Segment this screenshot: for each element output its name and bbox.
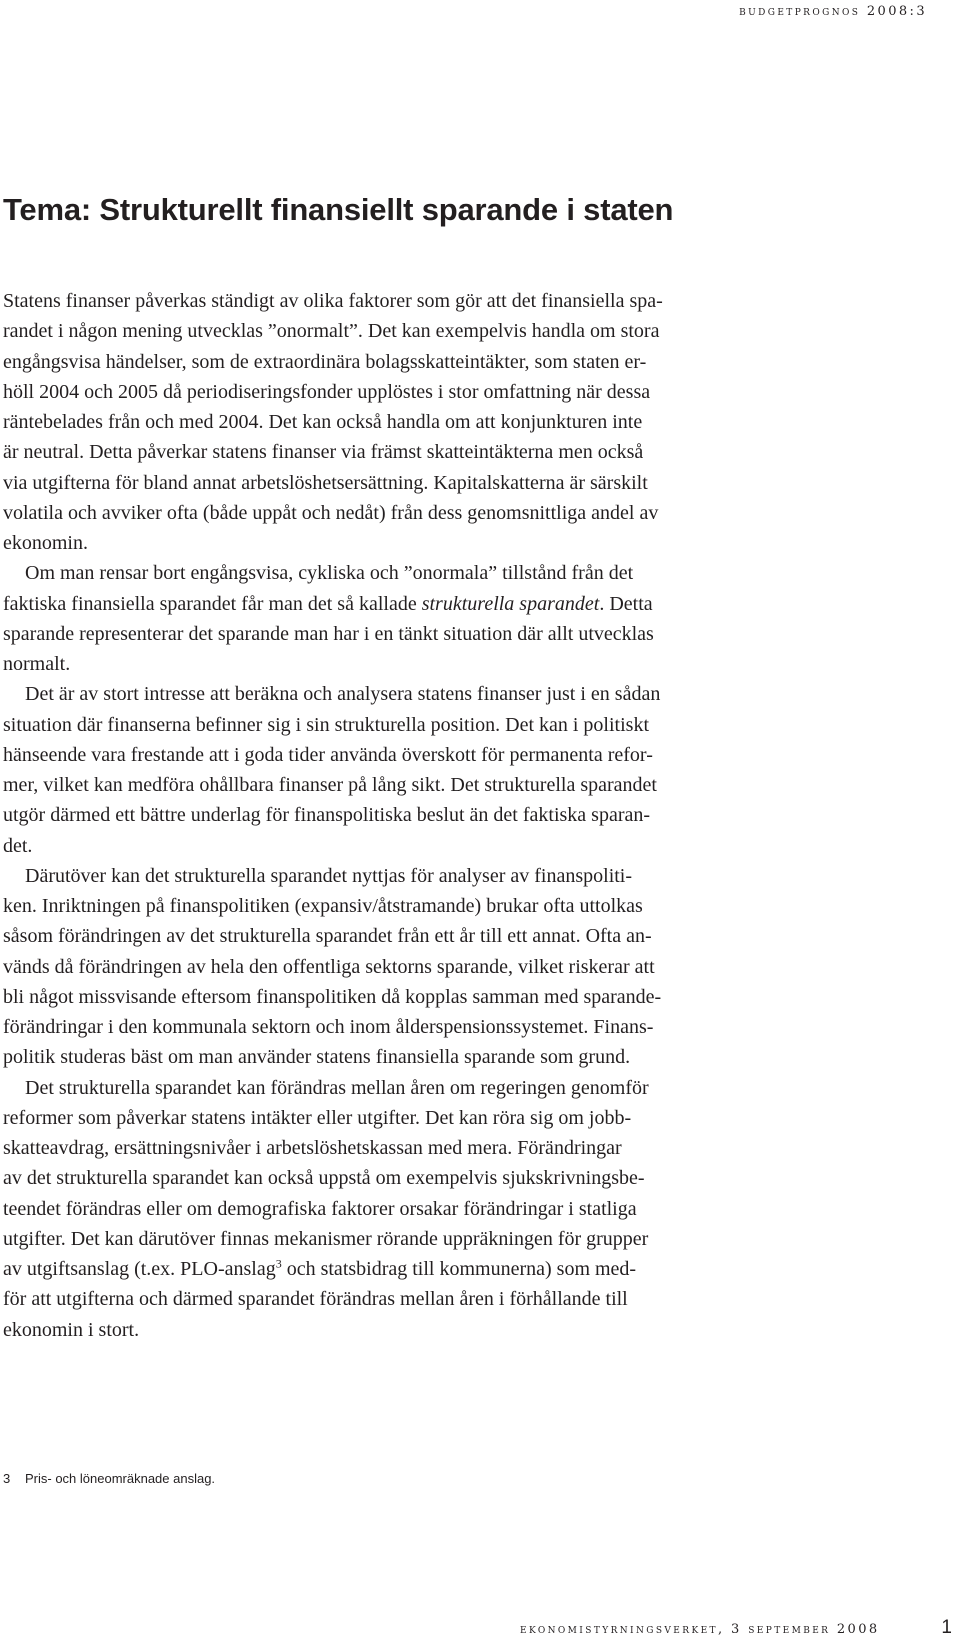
emphasized-term: strukturella sparandet — [421, 592, 600, 615]
paragraph-5 — [3, 1073, 771, 1345]
footer-publisher-date: ekonomistyrningsverket, 3 september 2008 — [520, 1622, 880, 1637]
text-line: är neutral. Detta påverkar statens finanser via främst skatteintäkterna men också — [3, 441, 644, 464]
text-line: ekonomin. — [3, 532, 88, 554]
footnote — [3, 1471, 215, 1486]
text-line: höll 2004 och 2005 då periodiseringsfonder upplöstes i stor omfattning när dessa — [3, 380, 651, 403]
text-segment: och statsbidrag till kommunerna) som med- — [281, 1258, 637, 1280]
text-line: skatteavdrag, ersättningsnivåer i arbetslöshetskassan med mera. Förändringar — [3, 1137, 622, 1159]
footnote-text: Pris- och löneomräknade anslag. — [25, 1471, 216, 1486]
body-text — [3, 286, 771, 1345]
text-line: Därutöver kan det strukturella sparandet nyttjas för analyser av finanspoliti- — [25, 864, 633, 887]
text-line: mer, vilket kan medföra ohållbara finanser på lång sikt. Det strukturella sparandet — [3, 774, 657, 796]
text-line: vänds då förändringen av hela den offentliga sektorns sparande, vilket riskerar att — [3, 955, 655, 978]
text-line: hänseende vara frestande att i goda tider använda överskott för permanenta refor- — [3, 743, 653, 766]
text-line: ken. Inriktningen på finanspolitiken (expansiv/åtstramande) brukar ofta uttolkas — [3, 895, 643, 917]
text-line: via utgifterna för bland annat arbetslöshetsersättning. Kapitalskatterna är särskilt — [3, 471, 648, 494]
running-header: budgetprognos 2008:3 — [739, 4, 927, 19]
text-line: volatila och avviker ofta (både uppåt och nedåt) från dess genomsnittliga andel av — [3, 501, 659, 524]
paragraph-4 — [3, 861, 771, 1073]
text-line: det. — [3, 834, 33, 857]
text-line: reformer som påverkar statens intäkter eller utgifter. Det kan röra sig om jobb- — [3, 1106, 632, 1129]
page-title: Tema: Strukturellt finansiellt sparande i staten — [3, 192, 674, 227]
text-line: räntebelades från och med 2004. Det kan också handla om att konjunkturen inte — [3, 411, 643, 433]
text-line: för att utgifterna och därmed sparandet förändras mellan åren i förhållande till — [3, 1288, 628, 1311]
text-line: sparande representerar det sparande man har i en tänkt situation där allt utvecklas — [3, 622, 654, 645]
paragraph-2 — [3, 558, 771, 679]
paragraph-1 — [3, 286, 771, 558]
text-segment: av utgiftsanslag (t.ex. PLO-anslag — [3, 1258, 276, 1280]
text-line: randet i någon mening utvecklas ”onormalt”. Det kan exempelvis handla om stora — [3, 320, 660, 343]
text-line: bli något missvisande eftersom finanspolitiken då kopplas samman med sparande- — [3, 985, 662, 1008]
paragraph-3 — [3, 679, 771, 861]
text-line: normalt. — [3, 653, 71, 675]
text-line: av det strukturella sparandet kan också uppstå om exempelvis sjukskrivningsbe- — [3, 1167, 645, 1190]
text-segment: faktiska finansiella sparandet får man det så kallade — [3, 592, 422, 615]
text-line: Om man rensar bort engångsvisa, cykliska och ”onormala” tillstånd från det — [25, 562, 634, 585]
text-line: förändringar i den kommunala sektorn och inom ålderspensionssystemet. Finans- — [3, 1016, 654, 1038]
text-segment: . Detta — [599, 592, 653, 615]
text-line: Det strukturella sparandet kan förändras mellan åren om regeringen genomför — [25, 1076, 649, 1099]
text-line: såsom förändringen av det strukturella sparandet från ett år till ett annat. Ofta an- — [3, 925, 652, 948]
footnote-number: 3 — [3, 1471, 11, 1486]
text-line: situation där finanserna befinner sig i sin strukturella position. Det kan i politiskt — [3, 713, 649, 736]
text-line: teendet förändras eller om demografiska faktorer orsakar förändringar i statliga — [3, 1197, 637, 1220]
text-line: Det är av stort intresse att beräkna och analysera statens finanser just i en sådan — [25, 683, 661, 706]
page-number: 1 — [941, 1617, 952, 1638]
text-line: engångsvisa händelser, som de extraordinära bolagsskatteintäkter, som staten er- — [3, 350, 647, 373]
text-line: Statens finanser påverkas ständigt av olika faktorer som gör att det finansiella spa- — [3, 290, 663, 312]
text-line: utgör därmed ett bättre underlag för finanspolitiska beslut än det faktiska sparan- — [3, 804, 651, 827]
text-line: politik studeras bäst om man använder statens finansiella sparande som grund. — [3, 1046, 631, 1069]
text-line: ekonomin i stort. — [3, 1318, 140, 1341]
footnote-reference[interactable]: 3 — [275, 1256, 282, 1271]
text-line: utgifter. Det kan därutöver finnas mekanismer rörande uppräkningen för grupper — [3, 1227, 649, 1250]
